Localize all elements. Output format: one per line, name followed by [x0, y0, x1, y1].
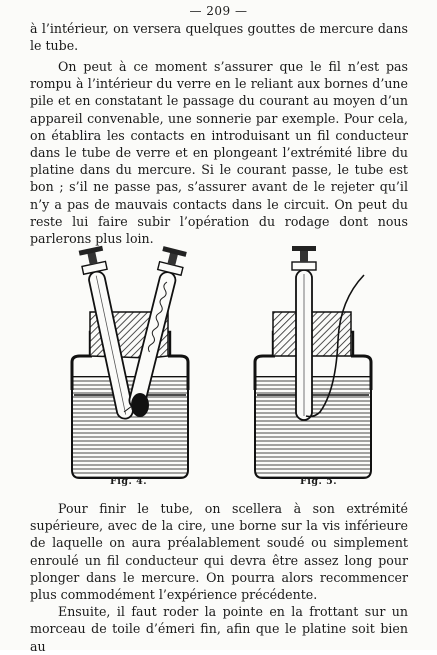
paragraph-continuation: [30, 20, 408, 54]
paragraph-mid: On peut à ce moment s’assurer que le fil n’est pas rompu à l’intérieur du verre en le reliant aux bornes d’une pile et en constatant le passage du courant au moyen d’un appareil convenable, une sonnerie par exemple. Pour cela, on établira les contacts en introduisant un fil conducteur dans le tube de verre et en plongeant l’extrémité libre du platine dans du mercure. Si le courant passe, le tube est bon ; s’il ne passe pas, s’assurer avant de le rejeter qu’il n’y a pas de mauvais contacts dans le circuit. On peut du reste lui faire subir l’opération du rodage dont nous parlerons plus loin.: [30, 59, 408, 247]
figures-illustration: [0, 240, 437, 490]
paragraph-rodage: Ensuite, il faut roder la pointe en la frottant sur un morceau de toile d’émeri fin, afin que le platine soit bien au: [30, 604, 408, 654]
page-number: — 209 —: [189, 4, 248, 18]
fig5-illustration: [255, 246, 371, 478]
fig5-caption: Fig. 5.: [300, 476, 338, 487]
paragraph-top: à l’intérieur, on versera quelques gouttes de mercure dans le tube.: [30, 21, 408, 54]
paragraph-continuity-test: [30, 58, 408, 247]
fig4-illustration: [72, 246, 188, 478]
paragraph-group-bottom: [30, 500, 408, 655]
fig4-caption: Fig. 4.: [110, 476, 148, 487]
paragraph-finishing: Pour finir le tube, on scellera à son extrémité supérieure, avec de la cire, une borne sur la vis inférieure de laquelle on aura préalablement soudé ou simplement enroulé un fil conducteur qui devra être assez long pour plonger dans le mercure. On pourra alors recommencer plus commodément l’expérience précédente.: [30, 501, 408, 603]
figure-area: [0, 240, 437, 490]
